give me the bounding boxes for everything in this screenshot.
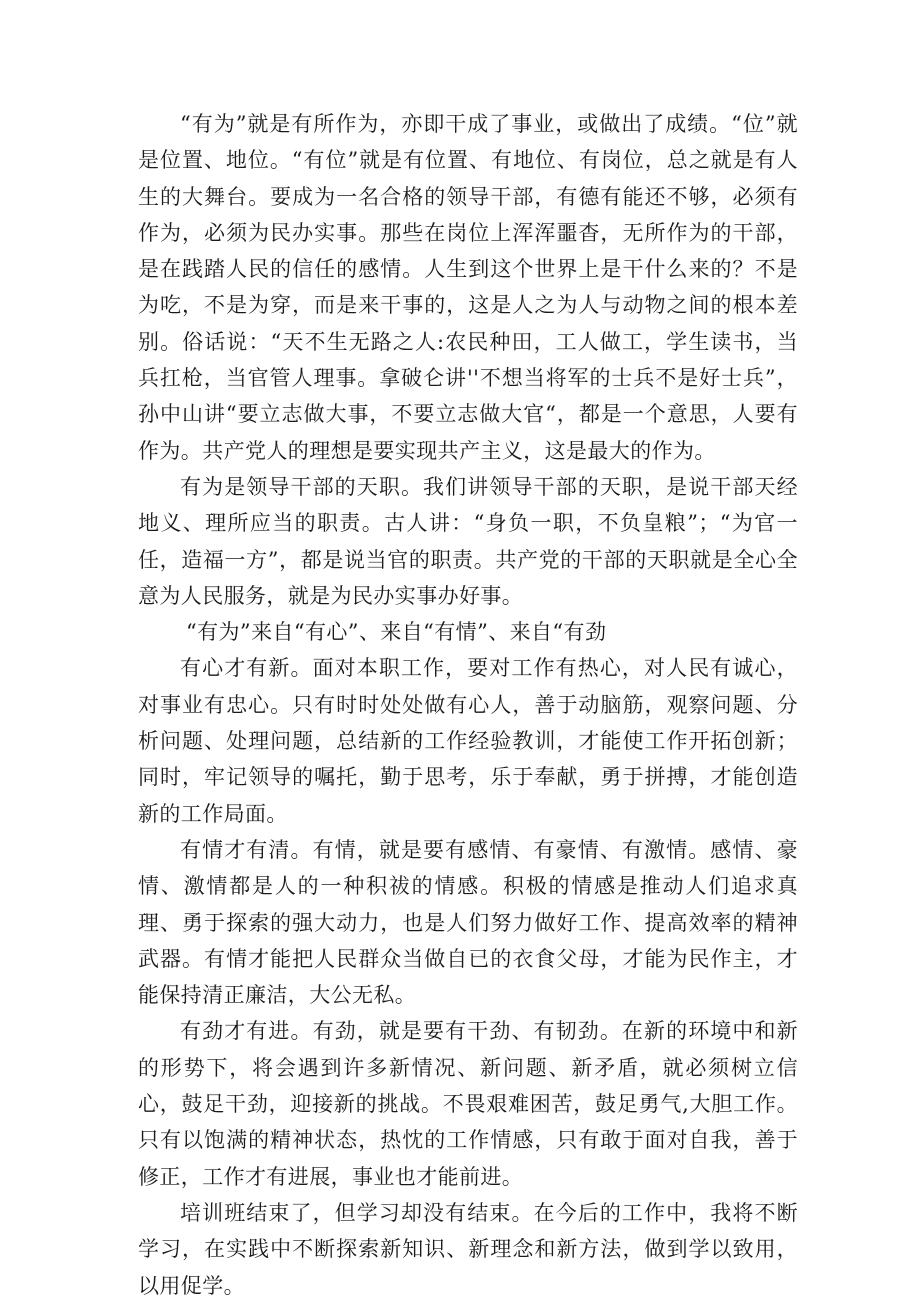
paragraph-youxin: 有心才有新。面对本职工作，要对工作有热心，对人民有诚心，对事业有忠心。只有时时处处做有心人，善于动脑筋，观察问题、分析问题、处理问题，总结新的工作经验教训，才能使工作开拓创新；同时，牢记领导的嘱托，勤于思考，乐于奉献，勇于拼搏，才能创造新的工作局面。 [138, 656, 798, 826]
paragraph-youqing: 有情才有清。有情，就是要有感情、有豪情、有激情。感情、豪情、激情都是人的一种积祓的情感。积极的情感是推动人们追求真理、勇于探索的强大动力，也是人们努力做好工作、提高效率的精神武器。有情才能把人民群众当做自已的衣食父母，才能为民作主，才能保持清正廉洁，大公无私。 [138, 837, 798, 1008]
paragraph-youjin: 有劲才有进。有劲，就是要有干劲、有韧劲。在新的环境中和新的形势下，将会遇到许多新情况、新问题、新矛盾，就必须树立信心，鼓足干劲，迎接新的挑战。不畏艰难困苦，鼓足勇气,大胆工作。只有以饱满的精神状态，热忱的工作情感，只有敢于面对自我，善于修正，工作才有进展，事业也才能前进。 [138, 1019, 798, 1189]
paragraph-youwei-definition: “有为”就是有所作为，亦即干成了事业，或做出了成绩。“位”就是位置、地位。“有位”就是有位置、有地位、有岗位，总之就是有人生的大舞台。要成为一名合格的领导干部，有德有能还不够，必须有作为，必须为民办实事。那些在岗位上浑浑噩杳，无所作为的干部，是在践踏人民的信任的感情。人生到这个世界上是干什么来的？不是为吃，不是为穿，而是来干事的，这是人之为人与动物之间的根本差别。俗话说：“天不生无路之人:农民种田，工人做工，学生读书，当兵扛枪，当官管人理事。拿破仑讲''不想当将军的士兵不是好士兵”，孙中山讲“要立志做大事，不要立志做大官“，都是一个意思，人要有作为。共产党人的理想是要实现共产主义，这是最大的作为。 [138, 112, 798, 463]
paragraph-conclusion: 培训班结束了，但学习却没有结束。在今后的工作中，我将不断学习，在实践中不断探索新知识、新理念和新方法，做到学以致用，以用促学。 [138, 1200, 798, 1298]
section-heading: “有为”来自“有心”、来自“有情”、来自“有劲 [186, 620, 607, 645]
paragraph-youwei-duty: 有为是领导干部的天职。我们讲领导干部的天职，是说干部天经地义、理所应当的职责。古人讲：“身负一职，不负皇粮”；“为官一任，造福一方”，都是说当官的职责。共产党的干部的天职就是全心全意为人民服务，就是为民办实事办好事。 [138, 474, 798, 608]
document-body [138, 106, 798, 1304]
